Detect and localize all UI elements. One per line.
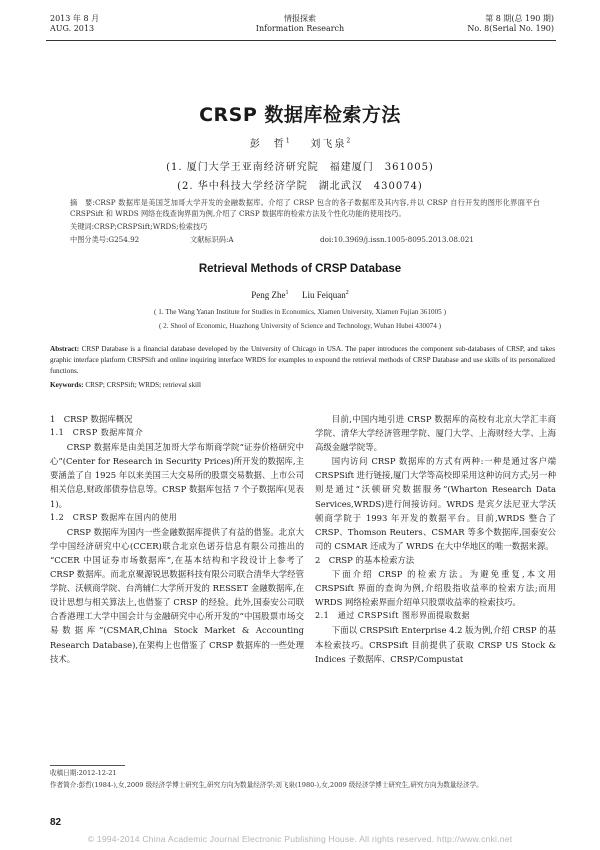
- keywords-cn-label: 关键词:: [70, 222, 94, 231]
- paper-title-en: Retrieval Methods of CRSP Database: [198, 263, 402, 275]
- abstract-cn-text: CRSP 数据库是美国芝加哥大学开发的金融数据库。介绍了 CRSP 包含的各子数据库及其内容,并以 CRSP 自行开发的图形化界面平台 CRSPSift 和 WRDS 网络在线查询界面为例,介绍了 CRSP 数据库的检索方法及个性化功能的使用技巧。: [70, 198, 540, 218]
- author-1-cn-mark: 1: [285, 137, 290, 145]
- author-2-cn-mark: 2: [346, 137, 351, 145]
- header-divider: [46, 40, 556, 41]
- keywords-cn-text: CRSP;CRSPSift;WRDS;检索技巧: [94, 222, 208, 231]
- body-right-column: [315, 412, 556, 666]
- header-date-en: AUG. 2013: [50, 24, 95, 33]
- section-heading-1-2: 1.2 CRSP 数据库在国内的使用: [50, 512, 178, 522]
- paragraph-retrieval-overview: 下面介绍 CRSP 的检索方法。为避免重复,本文用 CRSPSift 界面的查询为例,介绍股指收益率的检索方法;而用 WRDS 网络检索界面介绍单只股票收益率的检索技巧。: [315, 569, 556, 608]
- affiliation-cn-2: (2. 华中科技大学经济学院 湖北武汉 430074): [177, 181, 423, 192]
- keywords-cn: [70, 221, 540, 232]
- journal-name-en: Information Research: [255, 24, 345, 33]
- author-2-en: Liu Feiquan: [302, 290, 346, 300]
- copyright-watermark: © 1994-2014 China Academic Journal Electronic Publishing House. All rights reserved. http://www.cnki.net: [87, 834, 513, 844]
- paragraph-domestic-use: CRSP 数据库为国内一些金融数据库提供了有益的借鉴。北京大学中国经济研究中心(CCER)联合北京色诺芬信息有限公司推出的 “CCER 中国证券市场数据库”,在基本结构和字段设计上参考了 CRSP 数据库。而北京聚源锐思数据科技有限公司联合清华大学经管学院、沃顿商学院、台湾辅仁大学所开发的 RESSET 金融数据库,在设计思想与相关算法上,也借鉴了 CRSP 的经验。此外,国泰安公司联合香港理工大学中国会计与金融研究中心所开发的“中国股票市场交易数据库”(CSMAR,China Stock Market & Accounting Research Database),在架构上也借鉴了 CRSP 数据库的一些处理技术。: [50, 526, 304, 664]
- author-2-en-mark: 2: [345, 290, 349, 296]
- section-heading-2-1: 2.1 通过 CRSPSift 图形界面提取数据: [315, 611, 471, 621]
- journal-name-cn: 情报探索: [284, 14, 316, 23]
- author-1-en: Peng Zhe: [251, 290, 286, 300]
- keywords-en-text: CRSP; CRSPSift; WRDS; retrieval skill: [85, 381, 202, 389]
- author-2-cn: 刘飞泉: [310, 139, 347, 150]
- author-bio: 作者简介:彭哲(1984-),女,2009 级经济学博士研究生,研究方向为数量经济学;刘飞泉(1980-),女,2009 级经济学博士研究生,研究方向为数量经济学。: [50, 780, 483, 789]
- affiliation-en-2: ( 2. Shool of Economic, Huazhong University of Science and Technology, Wuhan Hubei 430074 ): [158, 322, 442, 330]
- authors-cn: [0, 135, 600, 150]
- page-number: 82: [50, 817, 62, 828]
- paper-title-cn: CRSP 数据库检索方法: [199, 104, 401, 126]
- clc-number: 中图分类号:G254.92: [70, 235, 140, 244]
- body-left-column: [50, 412, 304, 666]
- abstract-en-label: Abstract:: [50, 345, 80, 353]
- authors-en: [0, 290, 600, 300]
- issue-number-en: No. 8(Serial No. 190): [467, 24, 554, 33]
- keywords-en-label: Keywords:: [50, 381, 84, 389]
- section-heading-2: 2 CRSP 的基本检索方法: [315, 554, 415, 565]
- affiliation-en-1: ( 1. The Wang Yanan Institute for Studies in Economics, Xiamen University, Xiamen Fujian 361005 ): [154, 308, 446, 316]
- paragraph-crspsift: 下面以 CRSPSift Enterprise 4.2 版为例,介绍 CRSP 的基本检索技巧。CRSPSift 目前提供了获取 CRSP US Stock & Indices 子数据库、CRSP/Compustat: [315, 625, 556, 664]
- header-date-cn: 2013 年 8 月: [50, 14, 100, 23]
- author-1-en-mark: 1: [285, 290, 289, 296]
- section-heading-1-1: 1.1 CRSP 数据库简介: [50, 428, 144, 438]
- abstract-en: [50, 344, 555, 377]
- doi: doi:10.3969/j.issn.1005-8095.2013.08.021: [320, 235, 474, 244]
- paragraph-crsp-intro: CRSP 数据库是由美国芝加哥大学布斯商学院“证券价格研究中心”(Center for Research in Security Prices)所开发的数据库,主要涵盖了自 1925 年以来美国三大交易所的股票交易数据、上市公司相关信息,财政部债券信息等。CRSP 数据库包括 7 个子数据库(见表 1)。: [50, 442, 304, 509]
- received-date: 收稿日期:2012-12-21: [50, 769, 117, 777]
- footnote-divider: [50, 765, 125, 766]
- abstract-cn: [70, 197, 540, 219]
- paragraph-institutions: 目前,中国内地引进 CRSP 数据库的高校有北京大学汇丰商学院、清华大学经济管理学院、厦门大学、上海财经大学、上海高级金融学院等。: [315, 414, 556, 453]
- section-heading-1: 1 CRSP 数据库概况: [50, 414, 133, 424]
- footnotes: [50, 768, 555, 791]
- abstract-cn-label: 摘 要:: [70, 198, 95, 207]
- issue-number-cn: 第 8 期(总 190 期): [485, 14, 554, 23]
- keywords-en: [50, 380, 555, 391]
- header-right: [467, 14, 554, 34]
- abstract-en-text: CRSP Database is a financial database developed by the University of Chicago in USA. The paper introduces the component sub-databases of CRSP, and takes graphic interface platform CRSPSift and online inquiring interface WRDS for examples to expound the retrieval methods of CRSP Database and use skills of its personalized functions.: [50, 345, 556, 375]
- paragraph-access-methods: 国内访问 CRSP 数据库的方式有两种:一种是通过客户端 CRSPSift 进行链接,厦门大学等高校即采用这种访问方式;另一种则是通过“沃顿研究数据服务”(Wharton Research Data Services,WRDS)进行间接访问。WRDS 是宾夕法尼亚大学沃顿商学院于 1993 年开发的数据平台。目前,WRDS 整合了 CRSP、Thomson Reuters、CSMAR 等多个数据库,国泰安公司的 CSMAR 还成为了 WRDS 在大中华地区的唯一数据来源。: [315, 456, 556, 551]
- document-code: 文献标识码:A: [190, 235, 234, 244]
- affiliation-cn-1: (1. 厦门大学王亚南经济研究院 福建厦门 361005): [166, 162, 434, 173]
- author-1-cn: 彭 哲: [249, 139, 286, 150]
